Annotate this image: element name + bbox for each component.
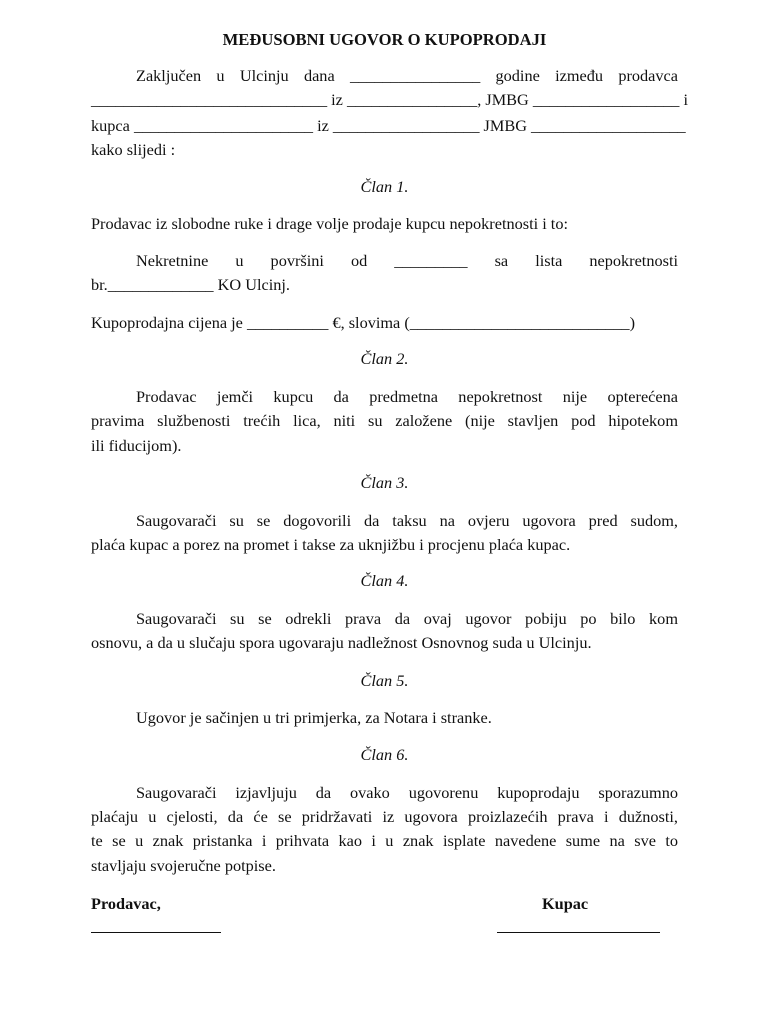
article-3-heading: Član 3. (360, 473, 409, 492)
seller-signature-label: Prodavac, (91, 894, 161, 913)
article-6-heading: Član 6. (360, 745, 409, 764)
article-2-line-1: Prodavac jemči kupcu da predmetna nepokretnost nije opterećena (136, 387, 678, 406)
article-6-line-1: Saugovarači izjavljuju da ovako ugovorenu kupoprodaju sporazumno (136, 783, 678, 802)
article-1-price-line: Kupoprodajna cijena je __________ €, slovima (___________________________) (91, 313, 635, 332)
article-2-line-2: pravima službenosti trećih lica, niti su založene (nije stavljen pod hipotekom (91, 411, 678, 430)
article-5-heading: Član 5. (360, 671, 409, 690)
article-1-line-3: br._____________ KO Ulcinj. (91, 275, 290, 294)
article-6-line-3: te se u znak pristanka i prihvata kao i u znak isplate navedene sume na sve to (91, 831, 678, 850)
article-1-heading: Član 1. (360, 177, 409, 196)
buyer-signature-line (497, 932, 660, 933)
intro-line-2: _____________________________ iz ________________, JMBG __________________ i (91, 90, 688, 109)
article-6-line-2: plaćaju u cjelosti, da će se pridržavati iz ugovora proizlazećih prava i dužnosti, (91, 807, 678, 826)
article-4-line-2: osnovu, a da u slučaju spora ugovaraju nadležnost Osnovnog suda u Ulcinju. (91, 633, 592, 652)
article-6-line-4: stavljaju svojeručne potpise. (91, 856, 276, 875)
article-4-heading: Član 4. (360, 571, 409, 590)
article-1-line-1: Prodavac iz slobodne ruke i drage volje prodaje kupcu nepokretnosti i to: (91, 214, 568, 233)
document-title: MEĐUSOBNI UGOVOR O KUPOPRODAJI (222, 30, 547, 49)
article-3-line-1: Saugovarači su se dogovorili da taksu na ovjeru ugovora pred sudom, (136, 511, 678, 530)
article-4-line-1: Saugovarači su se odrekli prava da ovaj ugovor pobiju po bilo kom (136, 609, 678, 628)
article-1-line-2: Nekretnine u površini od _________ sa lista nepokretnosti (136, 251, 678, 270)
intro-line-1: Zaključen u Ulcinju dana ________________ godine između prodavca (136, 66, 678, 85)
intro-line-3: kupca ______________________ iz __________________ JMBG ___________________ (91, 116, 686, 135)
intro-line-4: kako slijedi : (91, 140, 176, 159)
seller-signature-line (91, 932, 221, 933)
article-5-line-1: Ugovor je sačinjen u tri primjerka, za Notara i stranke. (136, 708, 492, 727)
article-2-line-3: ili fiducijom). (91, 436, 182, 455)
buyer-signature-label: Kupac (542, 894, 589, 913)
article-3-line-2: plaća kupac a porez na promet i takse za uknjižbu i procjenu plaća kupac. (91, 535, 571, 554)
article-2-heading: Član 2. (360, 349, 409, 368)
